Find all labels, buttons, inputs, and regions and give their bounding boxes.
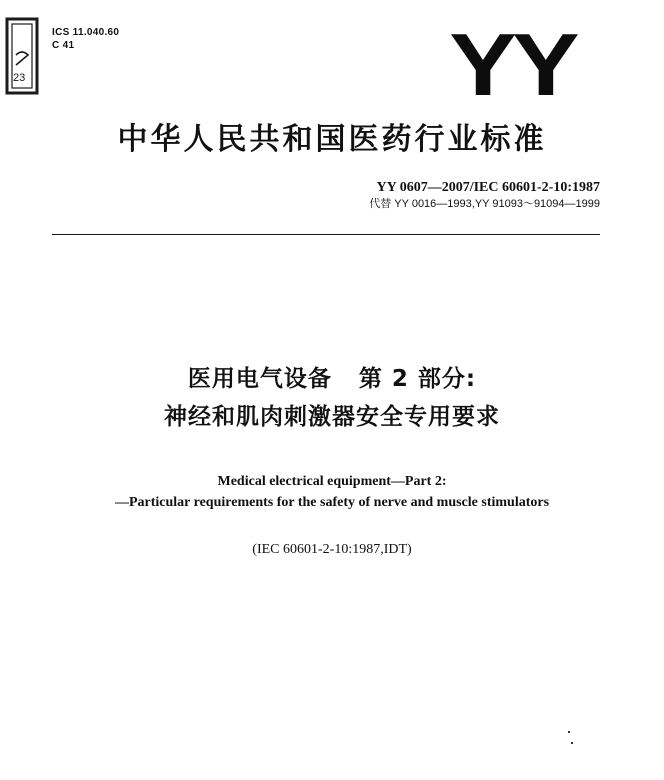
- chinese-title-line-2: 神经和肌肉刺激器安全专用要求: [164, 404, 500, 430]
- chinese-title-line-1: 医用电气设备 第 2 部分:: [187, 366, 477, 392]
- equivalence-note: (IEC 60601-2-10:1987,IDT): [252, 542, 412, 557]
- agency-title: 中华人民共和国医药行业标准: [117, 122, 547, 157]
- classification-block: [52, 26, 119, 52]
- scan-speck: [571, 742, 573, 744]
- replaces-note: 代替 YY 0016—1993,YY 91093～91094—1999: [369, 198, 600, 210]
- scan-speck: [568, 731, 570, 733]
- ics-code: ICS 11.040.60: [52, 27, 120, 38]
- yy-logo: YY: [449, 15, 575, 114]
- header-divider: [52, 234, 600, 235]
- ccs-code: C 41: [52, 40, 75, 51]
- english-title-line-1: Medical electrical equipment—Part 2:: [217, 474, 447, 489]
- english-title-line-2: —Particular requirements for the safety of nerve and muscle stimulators: [114, 495, 550, 510]
- stamp-number: 23: [13, 72, 26, 84]
- archive-stamp: [5, 17, 39, 95]
- standard-number: YY 0607—2007/IEC 60601-2-10:1987: [376, 180, 600, 195]
